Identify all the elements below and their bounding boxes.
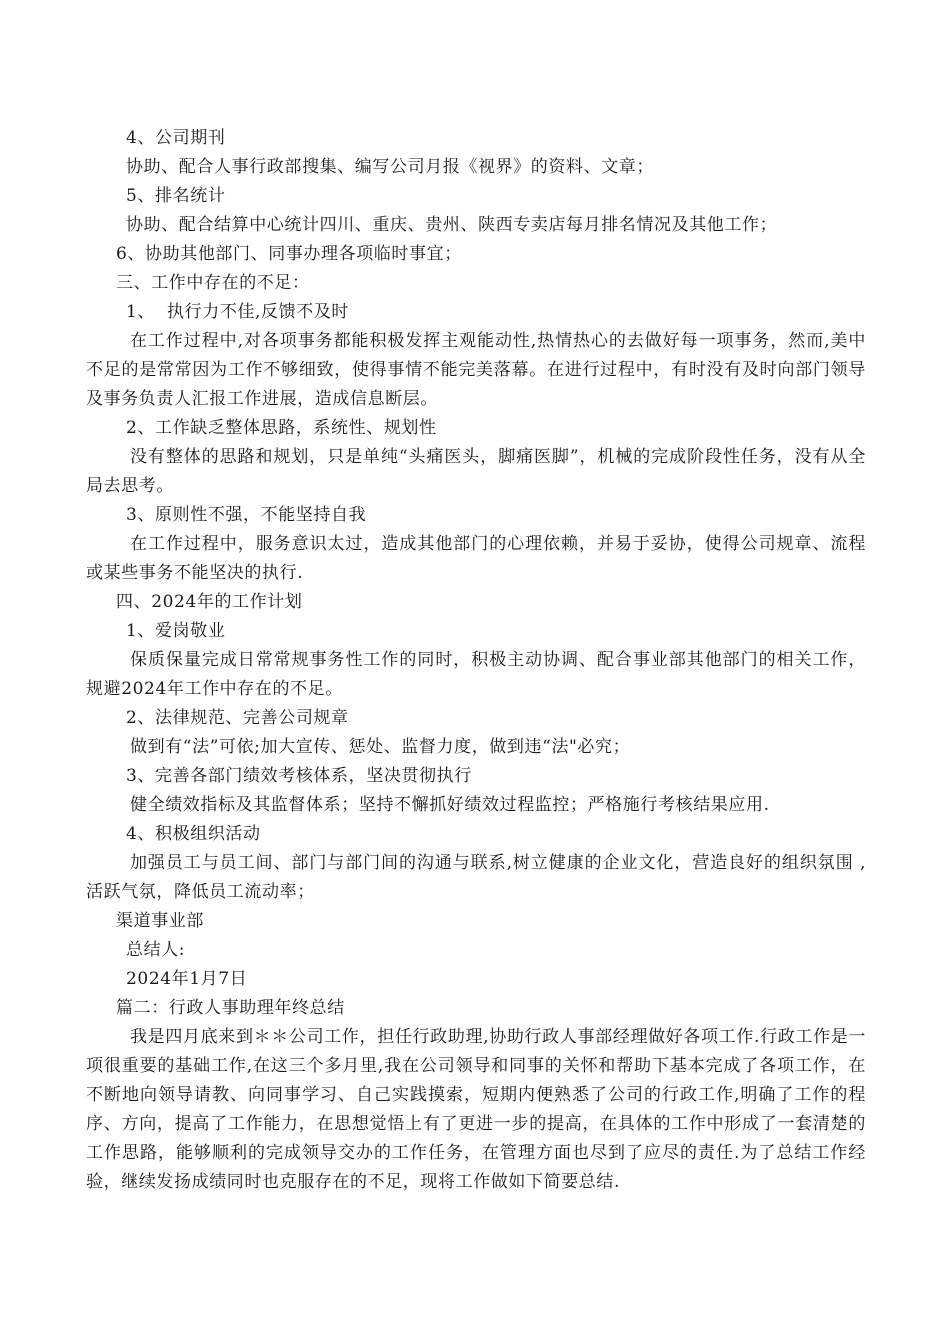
document-body [86,124,866,1197]
paragraph-ranking-statistics: 协助、配合结算中心统计四川、重庆、贵州、陕西专卖店每月排名情况及其他工作； [126,215,778,235]
item-heading-regulations: 2、法律规范、完善公司规章 [126,708,349,728]
item-heading-activities: 4、积极组织活动 [126,824,261,844]
item-heading-execution: 1、 执行力不佳,反馈不及时 [126,302,350,322]
item-heading-ranking-statistics: 5、排名统计 [126,186,226,206]
section-heading-shortcomings: 三、工作中存在的不足： [116,273,310,293]
paragraph-principles: 在工作过程中，服务意识太过，造成其他部门的心理依赖，并易于妥协，使得公司规章、流程或某些事务不能坚决的执行. [86,534,866,583]
article-two-title: 篇二：行政人事助理年终总结 [116,998,345,1018]
paragraph-company-journal: 协助、配合人事行政部搜集、编写公司月报《视界》的资料、文章； [126,157,654,177]
paragraph-regulations: 做到有“法”可依;加大宣传、惩处、监督力度，做到违“法"必究； [130,737,631,757]
section-heading-work-plan: 四、2024年的工作计划 [116,592,303,612]
paragraph-assist-other-departments: 6、协助其他部门、同事办理各项临时事宜； [116,244,462,264]
item-heading-principles: 3、原则性不强，不能坚持自我 [126,505,367,525]
item-heading-dedication: 1、爱岗敬业 [126,621,226,641]
signature-date: 2024年1月7日 [126,969,248,989]
item-heading-performance-system: 3、完善各部门绩效考核体系，坚决贯彻执行 [126,766,472,786]
item-heading-overall-thinking: 2、工作缺乏整体思路，系统性、规划性 [126,418,437,438]
paragraph-execution: 在工作过程中,对各项事务都能积极发挥主观能动性,热情热心的去做好每一项事务，然而,美中不足的是常常因为工作不够细致，使得事情不能完美落幕。在进行过程中，有时没有及时向部门领导及事务负责人汇报工作进展，造成信息断层。 [86,331,866,409]
signature-department: 渠道事业部 [116,911,204,931]
signature-author-label: 总结人: [126,940,186,960]
paragraph-performance-system: 健全绩效指标及其监督体系；坚持不懈抓好绩效过程监控；严格施行考核结果应用. [130,795,770,815]
paragraph-article-two-intro: 我是四月底来到＊＊公司工作，担任行政助理,协助行政人事部经理做好各项工作.行政工作是一项很重要的基础工作,在这三个多月里,我在公司领导和同事的关怀和帮助下基本完成了各项工作，在不断地向领导请教、向同事学习、自己实践摸索，短期内便熟悉了公司的行政工作,明确了工作的程序、方向，提高了工作能力，在思想觉悟上有了更进一步的提高，在具体的工作中形成了一套清楚的工作思路，能够顺利的完成领导交办的工作任务，在管理方面也尽到了应尽的责任.为了总结工作经验，继续发扬成绩同时也克服存在的不足，现将工作做如下简要总结. [86,1027,866,1192]
paragraph-dedication: 保质保量完成日常常规事务性工作的同时，积极主动协调、配合事业部其他部门的相关工作，规避2024年工作中存在的不足。 [86,650,866,699]
item-heading-company-journal: 4、公司期刊 [126,128,226,148]
paragraph-overall-thinking: 没有整体的思路和规划，只是单纯“头痛医头，脚痛医脚”，机械的完成阶段性任务，没有从全局去思考。 [86,447,866,496]
paragraph-activities: 加强员工与员工间、部门与部门间的沟通与联系,树立健康的企业文化，营造良好的组织氛围 ,活跃气氛，降低员工流动率； [86,853,866,902]
